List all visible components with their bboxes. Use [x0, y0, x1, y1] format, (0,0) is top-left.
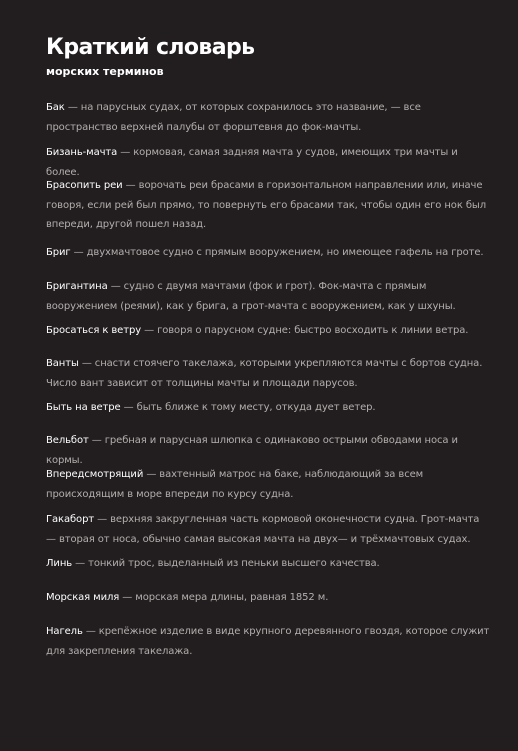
entry-term: Брасопить реи	[46, 180, 123, 191]
glossary-entry-byt-na-vetre	[46, 398, 491, 418]
glossary-entry-brig	[46, 243, 491, 263]
glossary-entry-brigantina	[46, 277, 491, 316]
entry-term: Нагель	[46, 626, 83, 637]
entry-definition: — на парусных судах, от которых сохранилось это название, — все пространство верхней палубы от форштевня до фок-мачты.	[46, 102, 421, 133]
entry-term: Впередсмотрящий	[46, 469, 144, 480]
entry-definition: — говоря о парусном судне: быстро восходить к линии ветра.	[141, 325, 469, 336]
entry-term: Быть на ветре	[46, 402, 121, 413]
entry-term: Бросаться к ветру	[46, 325, 142, 336]
glossary-entry-vanty	[46, 354, 491, 393]
entry-term: Бизань-мачта	[46, 147, 118, 158]
entry-definition: — тонкий трос, выделанный из пеньки высшего качества.	[72, 558, 380, 569]
glossary-entry-bak	[46, 98, 491, 137]
entry-definition: — гребная и парусная шлюпка с одинаково острыми обводами носа и кормы.	[46, 435, 458, 466]
entry-term: Бриг	[46, 247, 71, 258]
entry-definition: — двухмачтовое судно с прямым вооружением, но имеющее гафель на гроте.	[70, 247, 484, 258]
page-title: Краткий словарь	[46, 35, 255, 60]
entry-term: Бригантина	[46, 281, 108, 292]
glossary-entry-lin	[46, 554, 491, 574]
glossary-entry-morskaya-milya	[46, 588, 491, 608]
entry-definition: — крепёжное изделие в виде крупного деревянного гвоздя, которое служит для закрепления такелажа.	[46, 626, 490, 657]
glossary-entry-vperedsmotryashchiy	[46, 465, 491, 504]
entry-definition: — судно с двумя мачтами (фок и грот). Фок-мачта с прямым вооружением (реями), как у брига, а грот-мачта с вооружением, как у шхуны.	[46, 281, 456, 312]
entry-term: Бак	[46, 102, 65, 113]
entry-term: Гакаборт	[46, 514, 95, 525]
entry-term: Вельбот	[46, 435, 89, 446]
entry-definition: — вахтенный матрос на баке, наблюдающий за всем происходящим в море впереди по курсу судна.	[46, 469, 424, 500]
entry-definition: — снасти стоячего такелажа, которыми укрепляются мачты с бортов судна. Число вант зависит от толщины мачты и площади парусов.	[46, 358, 483, 389]
glossary-entry-brosatsya-k-vetru	[46, 321, 491, 341]
entry-term: Морская миля	[46, 592, 120, 603]
glossary-entry-brasopit-rei	[46, 176, 491, 235]
glossary-entry-nagel	[46, 622, 491, 661]
entry-definition: — морская мера длины, равная 1852 м.	[119, 592, 329, 603]
entry-term: Линь	[46, 558, 73, 569]
entry-definition: — кормовая, самая задняя мачта у судов, имеющих три мачты и более.	[46, 147, 458, 178]
page-subtitle: морских терминов	[46, 65, 164, 78]
glossary-entry-gakabort	[46, 510, 491, 549]
entry-definition: — ворочать реи брасами в горизонтальном направлении или, иначе говоря, если рей был прямо, то повернуть его брасами так, чтобы один его нок был впереди, другой пошел назад.	[46, 180, 486, 230]
entry-term: Ванты	[46, 358, 79, 369]
entry-definition: — быть ближе к тому месту, откуда дует ветер.	[120, 402, 376, 413]
entry-definition: — верхняя закругленная часть кормовой оконечности судна. Грот-мачта — вторая от носа, обычно самая высокая мачта на двух— и трёхмачтовых судах.	[46, 514, 480, 545]
